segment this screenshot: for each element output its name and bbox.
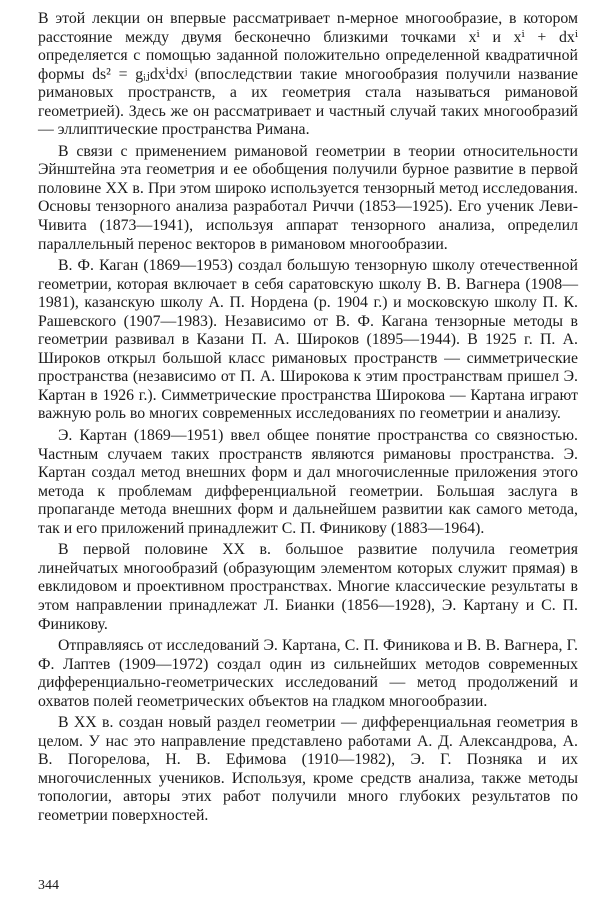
page-number: 344 [38,878,59,893]
paragraph-relativity: В связи с применением римановой геометрии в теории относительности Эйнштейна эта геометрия и ее обобщения получили бурное развитие в первой половине XX в. При этом широко используется тензорный метод исследования. Основы тензорного анализа разработал Риччи (1853—1925). Его ученик Леви-Чивита (1873—1941), используя аппарат тензорного анализа, определил параллельный перенос векторов в римановом многообразии. [38,142,578,253]
paragraph-kagan: В. Ф. Каган (1869—1953) создал большую тензорную школу отечественной геометрии, которая включает в себя саратовскую школу В. В. Вагнера (1908—1981), казанскую школу А. П. Нордена (р. 1904 г.) и московскую школу П. К. Рашевского (1907—1983). Независимо от В. Ф. Кагана тензорные методы в геометрии развивал в Казани П. А. Широков (1895—1944). В 1925 г. П. А. Широков открыл большой класс римановых пространств — симметрические пространства (независимо от П. А. Широкова к этим пространствам пришел Э. Картан в 1926 г.). Симметрические пространства Широкова — Картана играют важную роль во многих современных исследованиях по геометрии и анализу. [38,257,578,423]
paragraph-riemann-lecture: В этой лекции он впервые рассматривает n-мерное многообразие, в котором расстояние между двумя бесконечно близкими точками xⁱ и xⁱ + dxⁱ определяется с помощью заданной положительно определенной квадратичной формы ds² = gᵢⱼdxⁱdxʲ (впоследствии такие многообразия получили название римановых пространств, а их геометрия стала называться римановой геометрией). Здесь же он рассматривает и частный случай таких многообразий — эллиптические пространства Римана. [38,10,578,139]
paragraph-cartan: Э. Картан (1869—1951) ввел общее понятие пространства со связностью. Частным случаем таких пространств являются римановы пространства. Э. Картан создал метод внешних форм и дал многочисленные приложения этого метода к проблемам дифференциальной геометрии. Большая заслуга в пропаганде метода внешних форм и дальнейшем развитии как самого метода, так и его приложений принадлежит С. П. Финикову (1883—1964). [38,427,578,537]
page-body [38,10,578,829]
paragraph-global-geometry: В XX в. создан новый раздел геометрии — дифференциальная геометрия в целом. У нас это направление представлено работами А. Д. Александрова, А. В. Погорелова, Н. В. Ефимова (1910—1982), Э. Г. Позняка и их многочисленных учеников. Используя, кроме средств анализа, также методы топологии, авторы этих работ получили много глубоких результатов по геометрии поверхностей. [38,714,578,824]
paragraph-ruled-manifolds: В первой половине XX в. большое развитие получила геометрия линейчатых многообразий (образующим элементом которых служит прямая) в евклидовом и проективном пространствах. Многие классические результаты в этом направлении принадлежат Л. Бианки (1856—1928), Э. Картану и С. П. Финикову. [38,541,578,633]
paragraph-laptev: Отправляясь от исследований Э. Картана, С. П. Финикова и В. В. Вагнера, Г. Ф. Лаптев (1909—1972) создал один из сильнейших методов современных дифференциально-геометрических исследований — метод продолжений и охватов полей геометрических объектов на гладком многообразии. [38,637,578,710]
